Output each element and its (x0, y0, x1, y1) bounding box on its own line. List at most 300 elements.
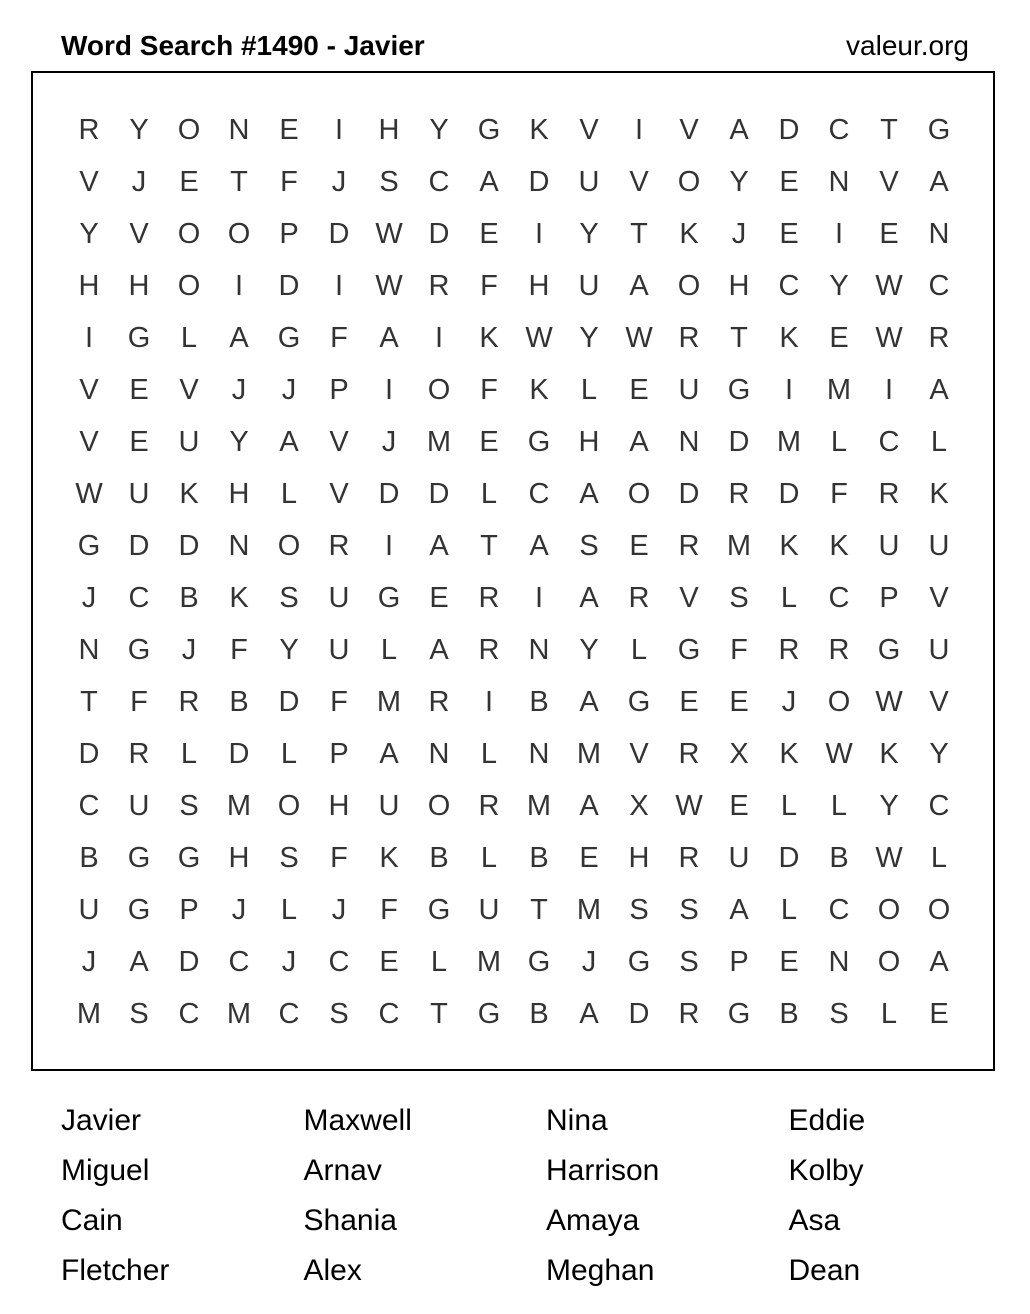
grid-letter: A (579, 477, 599, 510)
grid-letter: A (729, 113, 749, 146)
grid-letter: M (576, 893, 602, 926)
grid-letter: M (526, 789, 552, 822)
grid-letter: M (76, 997, 102, 1030)
grid-letter: N (678, 425, 700, 458)
grid-letter: A (579, 685, 599, 718)
grid-letter: B (229, 685, 249, 718)
grid-letter: I (784, 373, 794, 406)
grid-letter: F (480, 269, 498, 302)
grid-letter: I (884, 373, 894, 406)
grid-letter: C (428, 165, 450, 198)
grid-letter: R (678, 321, 700, 354)
grid-letter: D (278, 269, 300, 302)
grid-letter: C (528, 477, 550, 510)
grid-letter: S (279, 841, 299, 874)
grid-letter: K (179, 477, 199, 510)
grid-letter: C (178, 997, 200, 1030)
grid-letter: W (875, 685, 903, 718)
grid-letter: H (128, 269, 150, 302)
grid-letter: R (678, 529, 700, 562)
grid-letter: K (529, 373, 549, 406)
word-list-item: Alex (303, 1254, 362, 1287)
grid-letter: A (229, 321, 249, 354)
grid-letter: L (280, 893, 298, 926)
grid-letter: K (529, 113, 549, 146)
grid-letter: R (478, 633, 500, 666)
grid-letter: W (525, 321, 553, 354)
grid-letter: G (627, 685, 651, 718)
grid-letter: L (930, 841, 948, 874)
grid-letter: L (780, 893, 798, 926)
grid-letter: V (629, 165, 649, 198)
grid-letter: V (679, 113, 699, 146)
grid-letter: A (579, 997, 599, 1030)
grid-letter: D (228, 737, 250, 770)
grid-letter: I (434, 321, 444, 354)
grid-letter: N (228, 113, 250, 146)
word-list-item: Eddie (788, 1104, 866, 1137)
grid-letter: N (828, 945, 850, 978)
grid-letter: K (479, 321, 499, 354)
grid-letter: E (479, 217, 499, 250)
word-list-item: Asa (788, 1204, 841, 1237)
grid-letter: R (878, 477, 900, 510)
grid-letter: B (529, 997, 549, 1030)
grid-letter: H (578, 425, 600, 458)
grid-letter: D (328, 217, 350, 250)
grid-letter: B (529, 685, 549, 718)
grid-letter: A (429, 529, 449, 562)
grid-letter: W (875, 269, 903, 302)
grid-letter: E (879, 217, 899, 250)
grid-letter: V (579, 113, 599, 146)
grid-letter: M (826, 373, 852, 406)
word-list-item: Nina (546, 1104, 608, 1137)
grid-letter: I (484, 685, 494, 718)
grid-letter: O (277, 789, 301, 822)
grid-letter: O (427, 373, 451, 406)
grid-letter: F (130, 685, 148, 718)
grid-letter: U (328, 633, 350, 666)
grid-letter: E (129, 373, 149, 406)
grid-letter: F (280, 165, 298, 198)
grid-letter: T (80, 685, 98, 718)
grid-letter: D (428, 217, 450, 250)
grid-letter: G (477, 113, 501, 146)
grid-letter: J (181, 633, 197, 666)
grid-letter: U (578, 165, 600, 198)
grid-letter: M (776, 425, 802, 458)
grid-letter: Y (579, 633, 599, 666)
grid-letter: U (678, 373, 700, 406)
grid-letter: H (528, 269, 550, 302)
grid-letter: K (779, 529, 799, 562)
grid-letter: F (830, 477, 848, 510)
word-list-item: Javier (61, 1104, 142, 1137)
grid-letter: E (379, 945, 399, 978)
grid-letter: E (929, 997, 949, 1030)
grid-letter: J (781, 685, 797, 718)
grid-letter: U (78, 893, 100, 926)
grid-letter: T (730, 321, 748, 354)
grid-letter: B (779, 997, 799, 1030)
grid-letter: T (630, 217, 648, 250)
grid-letter: W (75, 477, 103, 510)
grid-letter: A (379, 737, 399, 770)
grid-letter: C (828, 113, 850, 146)
grid-letter: L (180, 321, 198, 354)
grid-letter: D (528, 165, 550, 198)
grid-letter: C (778, 269, 800, 302)
grid-letter: H (228, 841, 250, 874)
grid-letter: Y (429, 113, 449, 146)
grid-letter: G (527, 945, 551, 978)
grid-letter: G (877, 633, 901, 666)
grid-letter: E (629, 373, 649, 406)
grid-letter: D (778, 477, 800, 510)
grid-letter: N (228, 529, 250, 562)
grid-letter: D (128, 529, 150, 562)
grid-letter: M (376, 685, 402, 718)
grid-letter: R (478, 581, 500, 614)
grid-letter: J (81, 581, 97, 614)
grid-letter: R (428, 269, 450, 302)
grid-letter: J (131, 165, 147, 198)
grid-letter: B (529, 841, 549, 874)
grid-letter: V (629, 737, 649, 770)
grid-letter: B (429, 841, 449, 874)
grid-letter: P (879, 581, 899, 614)
grid-letter: K (779, 737, 799, 770)
grid-letter: T (480, 529, 498, 562)
grid-letter: O (677, 165, 701, 198)
grid-letter: G (277, 321, 301, 354)
grid-letter: X (629, 789, 649, 822)
grid-letter: U (178, 425, 200, 458)
grid-letter: P (279, 217, 299, 250)
grid-letter: I (834, 217, 844, 250)
grid-letter: E (629, 529, 649, 562)
grid-letter: J (281, 945, 297, 978)
grid-letter: M (226, 789, 252, 822)
grid-letter: G (527, 425, 551, 458)
grid-letter: W (625, 321, 653, 354)
grid-letter: E (779, 217, 799, 250)
grid-letter: L (830, 789, 848, 822)
grid-letter: U (878, 529, 900, 562)
grid-letter: W (825, 737, 853, 770)
grid-letter: L (480, 477, 498, 510)
grid-letter: C (278, 997, 300, 1030)
grid-letter: J (331, 165, 347, 198)
grid-letter: L (180, 737, 198, 770)
word-list-item: Dean (788, 1254, 861, 1287)
grid-letter: C (378, 997, 400, 1030)
grid-letter: N (528, 633, 550, 666)
grid-letter: O (877, 945, 901, 978)
grid-letter: G (77, 529, 101, 562)
page-title: Word Search #1490 - Javier (61, 30, 425, 61)
grid-letter: R (678, 737, 700, 770)
grid-letter: U (728, 841, 750, 874)
grid-letter: O (627, 477, 651, 510)
grid-letter: O (677, 269, 701, 302)
grid-letter: L (280, 477, 298, 510)
grid-letter: A (279, 425, 299, 458)
grid-letter: V (179, 373, 199, 406)
grid-letter: A (479, 165, 499, 198)
grid-letter: Y (879, 789, 899, 822)
word-list-item: Kolby (788, 1154, 864, 1187)
grid-letter: J (281, 373, 297, 406)
word-list-item: Harrison (546, 1154, 660, 1187)
grid-letter: K (879, 737, 899, 770)
grid-letter: I (634, 113, 644, 146)
grid-letter: A (629, 269, 649, 302)
grid-letter: T (880, 113, 898, 146)
grid-letter: G (727, 373, 751, 406)
grid-letter: R (628, 581, 650, 614)
grid-letter: R (828, 633, 850, 666)
grid-letter: S (279, 581, 299, 614)
grid-letter: G (677, 633, 701, 666)
grid-letter: C (878, 425, 900, 458)
grid-letter: W (375, 217, 403, 250)
grid-letter: A (379, 321, 399, 354)
grid-letter: U (578, 269, 600, 302)
grid-letter: R (678, 841, 700, 874)
grid-letter: F (730, 633, 748, 666)
grid-letter: S (679, 893, 699, 926)
grid-letter: L (380, 633, 398, 666)
grid-letter: C (128, 581, 150, 614)
grid-letter: K (379, 841, 399, 874)
grid-letter: D (778, 113, 800, 146)
grid-letter: S (179, 789, 199, 822)
grid-letter: P (179, 893, 199, 926)
site-name: valeur.org (846, 30, 969, 61)
grid-letter: A (579, 581, 599, 614)
grid-letter: R (778, 633, 800, 666)
grid-letter: B (179, 581, 199, 614)
grid-letter: E (779, 165, 799, 198)
grid-letter: C (228, 945, 250, 978)
grid-letter: A (629, 425, 649, 458)
grid-letter: I (384, 373, 394, 406)
grid-letter: L (880, 997, 898, 1030)
grid-letter: E (679, 685, 699, 718)
grid-letter: N (928, 217, 950, 250)
grid-letter: I (534, 217, 544, 250)
grid-letter: O (177, 113, 201, 146)
grid-letter: O (427, 789, 451, 822)
grid-letter: I (334, 269, 344, 302)
word-list-item: Cain (61, 1204, 123, 1237)
grid-letter: V (129, 217, 149, 250)
grid-letter: H (378, 113, 400, 146)
grid-letter: R (478, 789, 500, 822)
grid-letter: G (427, 893, 451, 926)
grid-letter: U (928, 633, 950, 666)
grid-letter: R (78, 113, 100, 146)
grid-letter: G (127, 321, 151, 354)
grid-letter: K (779, 321, 799, 354)
grid-letter: I (534, 581, 544, 614)
grid-letter: V (79, 165, 99, 198)
letter-grid (64, 104, 964, 1040)
grid-letter: D (278, 685, 300, 718)
grid-letter: S (329, 997, 349, 1030)
grid-letter: Y (229, 425, 249, 458)
grid-letter: S (679, 945, 699, 978)
grid-letter: H (628, 841, 650, 874)
grid-letter: T (530, 893, 548, 926)
grid-letter: S (129, 997, 149, 1030)
grid-letter: G (177, 841, 201, 874)
grid-letter: E (579, 841, 599, 874)
grid-letter: Y (579, 217, 599, 250)
grid-letter: L (780, 581, 798, 614)
grid-letter: A (929, 945, 949, 978)
grid-letter: F (380, 893, 398, 926)
grid-letter: Y (929, 737, 949, 770)
grid-letter: W (875, 841, 903, 874)
grid-letter: H (78, 269, 100, 302)
grid-letter: O (227, 217, 251, 250)
grid-letter: J (81, 945, 97, 978)
grid-letter: R (928, 321, 950, 354)
grid-letter: E (829, 321, 849, 354)
grid-letter: C (828, 893, 850, 926)
grid-letter: W (675, 789, 703, 822)
grid-letter: M (476, 945, 502, 978)
grid-letter: Y (829, 269, 849, 302)
grid-letter: Y (279, 633, 299, 666)
word-list-item: Miguel (61, 1154, 150, 1187)
grid-letter: R (428, 685, 450, 718)
grid-letter: E (729, 685, 749, 718)
word-list-item: Meghan (546, 1254, 655, 1287)
grid-letter: Y (129, 113, 149, 146)
grid-letter: V (79, 425, 99, 458)
grid-letter: I (334, 113, 344, 146)
grid-letter: W (375, 269, 403, 302)
grid-letter: R (678, 997, 700, 1030)
word-list-item: Fletcher (61, 1254, 170, 1287)
grid-letter: P (329, 373, 349, 406)
grid-letter: P (729, 945, 749, 978)
grid-letter: G (727, 997, 751, 1030)
grid-letter: U (478, 893, 500, 926)
grid-letter: L (580, 373, 598, 406)
grid-letter: H (728, 269, 750, 302)
grid-letter: U (378, 789, 400, 822)
grid-letter: M (226, 997, 252, 1030)
grid-letter: P (329, 737, 349, 770)
grid-letter: C (928, 269, 950, 302)
grid-letter: A (929, 373, 949, 406)
grid-letter: L (430, 945, 448, 978)
grid-letter: T (230, 165, 248, 198)
grid-letter: N (78, 633, 100, 666)
grid-letter: N (828, 165, 850, 198)
grid-letter: G (377, 581, 401, 614)
grid-letter: A (929, 165, 949, 198)
grid-letter: G (127, 633, 151, 666)
grid-letter: S (579, 529, 599, 562)
grid-letter: A (429, 633, 449, 666)
word-list-item: Arnav (303, 1154, 382, 1187)
grid-letter: J (231, 893, 247, 926)
grid-letter: O (877, 893, 901, 926)
grid-letter: I (234, 269, 244, 302)
grid-letter: E (179, 165, 199, 198)
grid-letter: L (280, 737, 298, 770)
grid-letter: L (480, 737, 498, 770)
grid-letter: D (178, 529, 200, 562)
grid-letter: I (384, 529, 394, 562)
grid-letter: C (78, 789, 100, 822)
grid-letter: R (328, 529, 350, 562)
grid-letter: J (581, 945, 597, 978)
grid-letter: L (930, 425, 948, 458)
grid-letter: V (329, 477, 349, 510)
grid-letter: E (429, 581, 449, 614)
grid-letter: F (480, 373, 498, 406)
grid-letter: L (630, 633, 648, 666)
grid-letter: M (426, 425, 452, 458)
grid-letter: A (529, 529, 549, 562)
grid-letter: M (576, 737, 602, 770)
grid-letter: F (330, 321, 348, 354)
grid-letter: K (929, 477, 949, 510)
grid-letter: Y (79, 217, 99, 250)
grid-letter: A (729, 893, 749, 926)
grid-letter: S (829, 997, 849, 1030)
grid-letter: F (230, 633, 248, 666)
grid-letter: C (328, 945, 350, 978)
grid-letter: J (381, 425, 397, 458)
grid-letter: A (579, 789, 599, 822)
grid-letter: G (477, 997, 501, 1030)
grid-letter: C (928, 789, 950, 822)
grid-letter: M (726, 529, 752, 562)
grid-letter: O (177, 269, 201, 302)
grid-letter: C (828, 581, 850, 614)
grid-letter: A (129, 945, 149, 978)
grid-letter: N (528, 737, 550, 770)
grid-letter: R (128, 737, 150, 770)
grid-letter: V (679, 581, 699, 614)
grid-letter: J (731, 217, 747, 250)
grid-letter: W (875, 321, 903, 354)
grid-letter: E (279, 113, 299, 146)
grid-letter: S (729, 581, 749, 614)
grid-letter: H (228, 477, 250, 510)
grid-letter: O (927, 893, 951, 926)
grid-letter: D (378, 477, 400, 510)
grid-letter: V (79, 373, 99, 406)
grid-letter: Y (729, 165, 749, 198)
grid-letter: L (780, 789, 798, 822)
grid-letter: V (929, 685, 949, 718)
grid-letter: U (128, 789, 150, 822)
grid-letter: G (127, 841, 151, 874)
grid-letter: D (428, 477, 450, 510)
grid-letter: H (328, 789, 350, 822)
grid-letter: U (128, 477, 150, 510)
grid-letter: E (479, 425, 499, 458)
